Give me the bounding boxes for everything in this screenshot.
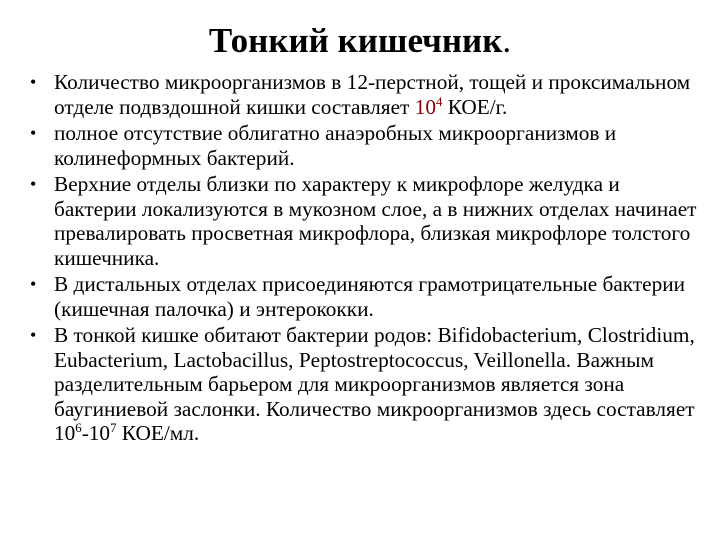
bullet-marker: • bbox=[30, 72, 37, 92]
range-high-base: 10 bbox=[88, 421, 111, 445]
slide-title bbox=[0, 22, 720, 61]
bullet-text-2: полное отсутствие облигатно анаэробных микроорганизмов и колинеформных бактерий. bbox=[54, 121, 617, 170]
range-low-base: 10 bbox=[54, 421, 76, 445]
value-10-4 bbox=[415, 95, 443, 119]
bullet-marker: • bbox=[30, 123, 37, 143]
bullet-item-4 bbox=[30, 272, 702, 321]
bullet-item-2 bbox=[30, 121, 702, 170]
range-separator: - bbox=[81, 421, 89, 445]
bullet-marker: • bbox=[30, 174, 37, 194]
bullet-item-1 bbox=[30, 70, 702, 119]
bullet-item-3 bbox=[30, 172, 702, 270]
bullet-marker: • bbox=[30, 325, 37, 345]
range-low-exponent: 6 bbox=[75, 420, 82, 435]
bullet-text-5: В тонкой кишке обитают бактерии родов: Bifidobacterium, Clostridium, Eubacterium, Lactobacillus, Peptostreptococcus, Veillonella. Важным разделительным барьером для микроорганизмов является зона баугиниевой заслонки. Количество микроорганизмов здесь составляет bbox=[54, 323, 695, 421]
bullet-text-1: Количество микроорганизмов в 12-перстной, тощей и проксимальном отделе подвздошной кишки составляет bbox=[54, 70, 691, 119]
bullet-list bbox=[30, 70, 702, 448]
value-base: 10 bbox=[414, 94, 436, 119]
unit-koe-g: КОЕ/г. bbox=[442, 94, 508, 119]
slide-title-dot: . bbox=[502, 21, 512, 60]
bullet-text-4: В дистальных отделах присоединяются грамотрицательные бактерии (кишечная палочка) и энтерококки. bbox=[54, 272, 686, 321]
bullet-text-3: Верхние отделы близки по характеру к микрофлоре желудка и бактерии локализуются в мукозном слое, а в нижних отделах начинает превалировать просветная микрофлора, близкая микрофлоре толстого кишечника. bbox=[54, 172, 697, 270]
bullet-item-5 bbox=[30, 323, 702, 446]
unit-koe-ml: КОЕ/мл. bbox=[116, 421, 200, 445]
bullet-marker: • bbox=[30, 274, 37, 294]
slide-title-text: Тонкий кишечник bbox=[208, 21, 503, 60]
value-exponent: 4 bbox=[435, 94, 443, 109]
range-high-exponent: 7 bbox=[110, 420, 117, 435]
